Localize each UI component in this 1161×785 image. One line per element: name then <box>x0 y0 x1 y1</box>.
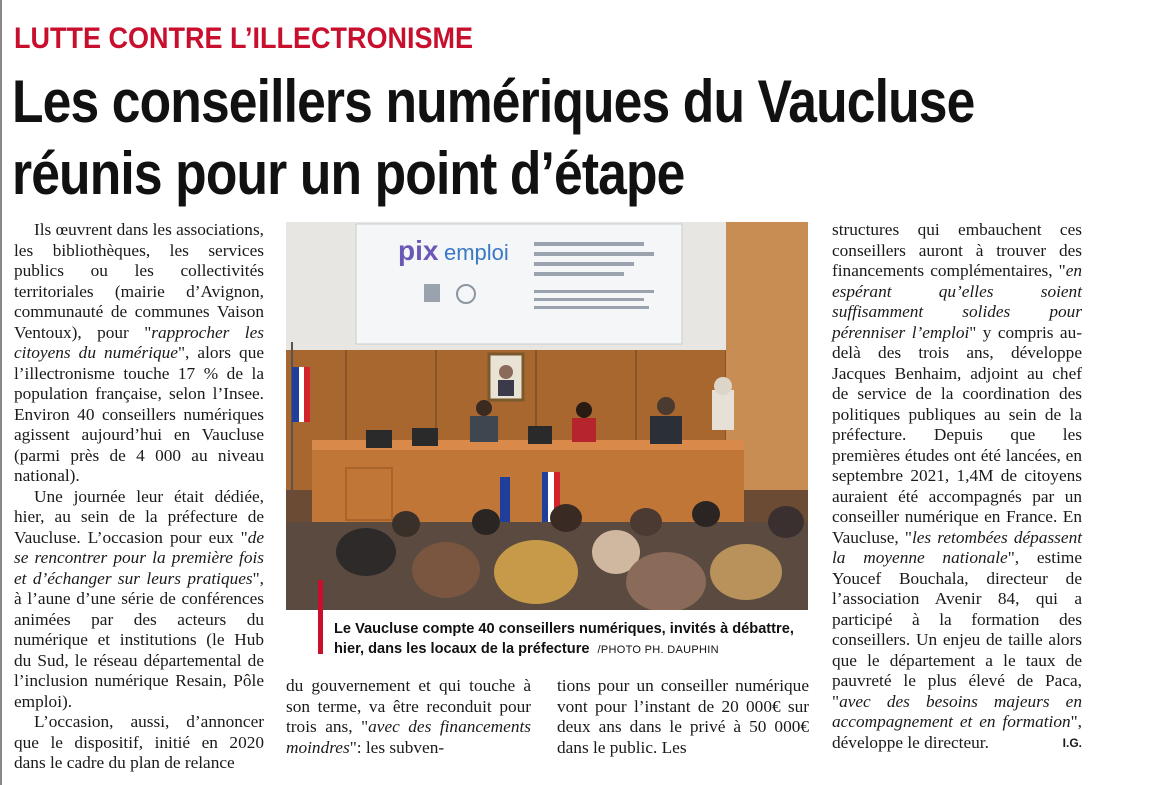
text-column-1 <box>14 220 264 774</box>
photo-caption: Le Vaucluse compte 40 conseillers numériques, invités à débattre, hier, dans les locaux de la préfecture /PHOTO PH. DAUPHIN <box>334 621 794 657</box>
headline-line-2: réunis pour un point d’étape <box>12 140 685 207</box>
quote: en espérant qu’elles soient suffisamment solides pour pérenniser l’emploi <box>832 261 1082 342</box>
article-photo <box>286 222 808 610</box>
paragraph-2: Une journée leur était dédiée, hier, au sein de la préfecture de Vaucluse. L’occasion pour eux "de se rencontrer pour la première fois et d’échanger sur leurs pratiques", à l’aune d’une série de conférences animées par des acteurs du numérique et institutions (le Hub du Sud, le réseau départemental de l’inclusion numérique Resain, Pôle emploi). <box>14 486 264 711</box>
article-kicker: LUTTE CONTRE L’ILLECTRONISME <box>14 22 473 55</box>
photo-credit: /PHOTO PH. DAUPHIN <box>597 644 719 656</box>
paragraph-1: Ils œuvrent dans les associations, les bibliothèques, les services publics ou les collectivités territoriales (mairie d’Avignon, communauté de communes Vaison Ventoux), pour "rapprocher les citoyens du numérique", alors que l’illectronisme touche 17 % de la population française, selon l’Insee. Environ 40 conseillers numériques agissent aujourd’hui en Vaucluse (parmi près de 4 000 au niveau national). <box>14 220 265 485</box>
article-headline <box>12 66 1131 210</box>
paragraph-5: tions pour un conseiller numérique vont pour l’instant de 20 000€ sur deux ans dans le privé à 50 000€ dans le public. Les <box>557 676 809 757</box>
paragraph-6: structures qui embauchent ces conseillers auront à trouver des financements complémentaires, "en espérant qu’elles soient suffisamment solides pour pérenniser l’emploi" y compris au-delà des trois ans, développe Jacques Benhaim, adjoint au chef de service de la coordination des politiques publiques au sein de la préfecture. Depuis que les premières études ont été lancées, en septembre 2021, 1,4M de citoyens auraient été accompagnés par un conseiller numérique en France. En Vaucluse, "les retombées dépassent la moyenne nationale", estime Youcef Bouchala, directeur de l’association Avenir 84, qui a participé à la formation des conseillers. Un enjeu de taille alors que le département a le taux de pauvreté le plus élevé de Paca, "avec des besoins majeurs en accompagnement et en formation", développe le directeur. <box>832 220 1083 752</box>
headline-line-1: Les conseillers numériques du Vaucluse <box>12 68 975 135</box>
page-edge-rule <box>0 0 2 785</box>
quote: avec des financements moindres <box>286 717 532 757</box>
quote: de se rencontrer pour la première fois et d’échanger sur leurs pratiques <box>14 527 264 588</box>
quote: les retombées dépassent la moyenne nationale <box>832 527 1083 567</box>
quote: rapprocher les citoyens du numérique <box>14 322 264 362</box>
paragraph-4: du gouvernement et qui touche à son terme, va être reconduit pour trois ans, "avec des financements moindres": les subven- <box>286 676 532 757</box>
text-column-3 <box>557 676 809 758</box>
paragraph-3: L’occasion, aussi, d’annoncer que le dispositif, initié en 2020 dans le cadre du plan de relance <box>14 712 264 772</box>
text-column-2 <box>286 676 531 758</box>
caption-accent-bar <box>318 580 323 654</box>
screen-word: emploi <box>444 240 509 265</box>
screen-logo: pix <box>398 235 439 266</box>
author-signature: I.G. <box>1062 736 1082 750</box>
text-column-4 <box>832 220 1082 754</box>
quote: avec des besoins majeurs en accompagnement et en formation <box>832 691 1082 731</box>
